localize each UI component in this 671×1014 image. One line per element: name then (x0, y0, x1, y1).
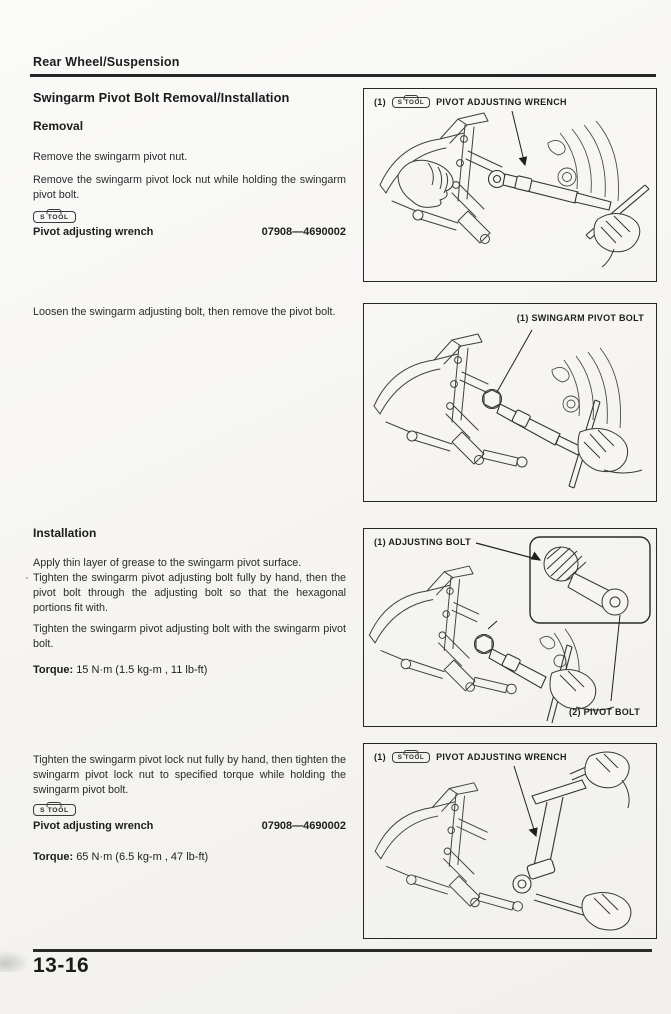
figure3-caption-pivot-bolt (569, 707, 640, 717)
figure-panel-3 (363, 528, 657, 727)
figure2-line-art (364, 304, 656, 501)
s-tool-badge: S TOOL (33, 211, 76, 223)
figure4-caption-label: PIVOT ADJUSTING WRENCH (436, 752, 567, 762)
figure2-caption (517, 313, 644, 323)
figure1-caption (374, 97, 567, 108)
figure3-caption-number: (1) (374, 537, 386, 547)
figure4-caption-number: (1) (374, 752, 386, 762)
tool-spec-row-2 (33, 820, 346, 832)
figure3-line-art (364, 529, 656, 726)
installation-heading: Installation (33, 526, 97, 540)
text-column (25, 0, 346, 1014)
stray-bullet-mark: · (25, 572, 29, 584)
figure1-caption-number: (1) (374, 97, 386, 107)
torque-spec-1 (33, 664, 346, 676)
figure3-caption2-number: (2) (568, 707, 581, 717)
torque-spec-2 (33, 851, 346, 863)
removal-paragraph-1: Remove the swingarm pivot nut. (33, 151, 188, 163)
figure2-caption-label: SWINGARM PIVOT BOLT (531, 313, 644, 323)
tool-name: Pivot adjusting wrench (33, 226, 154, 238)
installation-paragraph-block (25, 556, 346, 616)
installation-paragraph-1: Apply thin layer of grease to the swingarm pivot surface. (33, 557, 302, 569)
page-number: 13-16 (33, 954, 90, 977)
torque-value: 65 N·m (6.5 kg-m , 47 lb-ft) (76, 851, 209, 863)
s-tool-badge-icon: S TOOL (392, 752, 431, 763)
section-header: Rear Wheel/Suspension (33, 55, 180, 69)
removal-paragraph-2: Remove the swingarm pivot lock nut while holding the swingarm pivot bolt. (33, 174, 346, 201)
torque-label: Torque: (33, 664, 74, 676)
figure-panel-1 (363, 88, 657, 282)
figure4-caption (374, 752, 567, 763)
installation-paragraph-2: Tighten the swingarm pivot adjusting bolt fully by hand, then the pivot bolt through the adjusting bolt so that the hexagonal portions fit with. (33, 571, 346, 614)
torque-value: 15 N·m (1.5 kg-m , 11 lb-ft) (76, 664, 208, 676)
tool-badge-row-2 (33, 801, 346, 819)
scan-smudge (0, 950, 30, 972)
tool-number: 07908—4690002 (261, 226, 346, 238)
tool-name: Pivot adjusting wrench (33, 820, 154, 832)
figure-panel-2 (363, 303, 657, 502)
figure3-caption-adjusting-bolt (374, 537, 471, 547)
s-tool-badge-icon: S TOOL (392, 97, 431, 108)
tool-number: 07908—4690002 (261, 820, 346, 832)
figure-panel-4 (363, 743, 657, 939)
page-title: Swingarm Pivot Bolt Removal/Installation (33, 90, 290, 105)
figure1-caption-label: PIVOT ADJUSTING WRENCH (436, 97, 567, 107)
installation-paragraph-4: Tighten the swingarm pivot lock nut fully by hand, then tighten the swingarm pivot lock nut to specified torque while holding the swingarm pivot bolt. (33, 754, 346, 796)
figure2-caption-number: (1) (516, 313, 529, 323)
figure1-line-art (364, 89, 656, 281)
s-tool-badge: S TOOL (33, 804, 76, 816)
tool-spec-row (33, 226, 346, 238)
figure3-caption-label: ADJUSTING BOLT (388, 537, 471, 547)
figure4-line-art (364, 744, 656, 938)
removal-paragraph-3: Loosen the swingarm adjusting bolt, then remove the pivot bolt. (33, 306, 336, 318)
tool-badge-row (33, 208, 346, 226)
figure3-caption2-label: PIVOT BOLT (583, 707, 640, 717)
installation-paragraph-3: Tighten the swingarm pivot adjusting bolt with the swingarm pivot bolt. (33, 623, 346, 650)
removal-heading: Removal (33, 119, 84, 133)
torque-label: Torque: (33, 851, 74, 863)
footer-rule (33, 949, 652, 952)
